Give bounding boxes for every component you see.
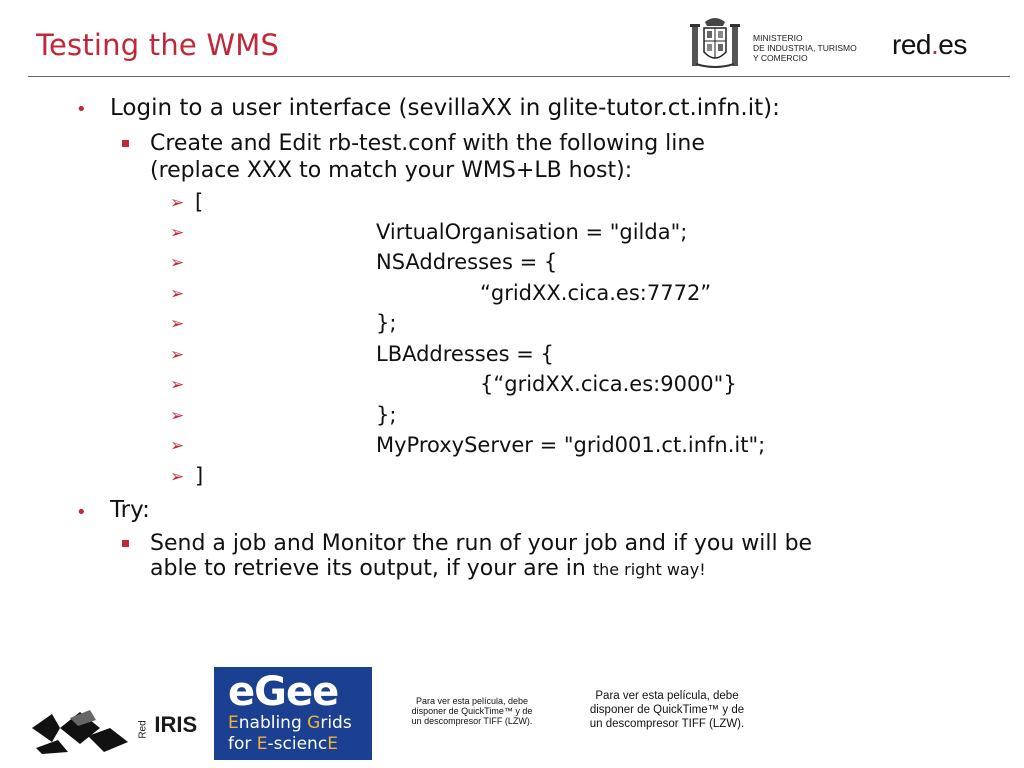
rediris-main-label: IRIS <box>154 712 198 737</box>
bullet-login: Login to a user interface (sevillaXX in glite-tutor.ct.infn.it): <box>110 95 780 121</box>
arrow-bullet-icon: ➢ <box>170 193 185 213</box>
quicktime-placeholder-note: Para ver esta película, debe disponer de QuickTime™ y de un descompresor TIFF (LZW). <box>589 690 745 730</box>
rediris-emblem-logo <box>30 706 130 756</box>
brand-dot: . <box>930 29 939 60</box>
bullet-try: Try: <box>110 497 150 523</box>
arrow-bullet-icon: ➢ <box>170 375 185 395</box>
red-es-logo <box>892 29 967 61</box>
quicktime-placeholder-note: Para ver esta película, debe disponer de QuickTime™ y de un descompresor TIFF (LZW). <box>411 696 533 726</box>
spanish-coat-of-arms-logo <box>688 14 742 70</box>
sub-bullet-send-line-1: Send a job and Monitor the run of your job and if you will be <box>150 531 813 556</box>
sub-bullet-send-small: the right way! <box>592 560 706 579</box>
ministry-line-1: MINISTERIO <box>753 33 803 43</box>
sub-bullet-create-line-1: Create and Edit rb-test.conf with the following line <box>150 131 705 156</box>
bullet-dot-icon: • <box>76 99 87 120</box>
slide-title: Testing the WMS <box>36 28 280 62</box>
square-bullet-icon <box>122 140 129 147</box>
config-line: LBAddresses = { <box>376 342 554 366</box>
arrow-bullet-icon: ➢ <box>170 223 185 243</box>
config-line: ] <box>195 464 204 488</box>
egee-tagline-2: for E-sciencE <box>228 734 338 754</box>
arrow-bullet-icon: ➢ <box>170 406 185 426</box>
arrow-bullet-icon: ➢ <box>170 345 185 365</box>
header-divider <box>28 76 1010 77</box>
egee-tagline-1: Enabling Grids <box>228 713 352 733</box>
sub-bullet-send-main: able to retrieve its output, if your are in <box>150 556 586 581</box>
square-bullet-icon <box>122 540 129 547</box>
config-line: [ <box>195 190 204 214</box>
egee-wordmark: eGee <box>228 669 339 715</box>
config-line: “gridXX.cica.es:7772” <box>480 281 712 305</box>
brand-left: red <box>892 29 931 60</box>
arrow-bullet-icon: ➢ <box>170 284 185 304</box>
bullet-dot-icon: • <box>76 502 87 523</box>
arrow-bullet-icon: ➢ <box>170 314 185 334</box>
ministry-line-2: DE INDUSTRIA, TURISMO <box>753 43 857 53</box>
egee-logo <box>214 667 372 760</box>
config-line: {“gridXX.cica.es:9000"} <box>480 372 737 396</box>
arrow-bullet-icon: ➢ <box>170 436 185 456</box>
rediris-small-label: Red <box>137 720 149 739</box>
ministry-label <box>753 33 857 63</box>
arrow-bullet-icon: ➢ <box>170 467 185 487</box>
config-line: }; <box>376 403 397 427</box>
ministry-line-3: Y COMERCIO <box>753 53 808 63</box>
sub-bullet-create-line-2: (replace XXX to match your WMS+LB host): <box>150 158 633 183</box>
brand-right: es <box>938 29 967 60</box>
config-line: VirtualOrganisation = "gilda"; <box>376 220 688 244</box>
rediris-logo-text <box>134 712 197 738</box>
config-line: }; <box>376 311 397 335</box>
sub-bullet-send-line-2 <box>150 555 706 583</box>
config-line: MyProxyServer = "grid001.ct.infn.it"; <box>376 433 766 457</box>
arrow-bullet-icon: ➢ <box>170 253 185 273</box>
config-line: NSAddresses = { <box>376 250 558 274</box>
